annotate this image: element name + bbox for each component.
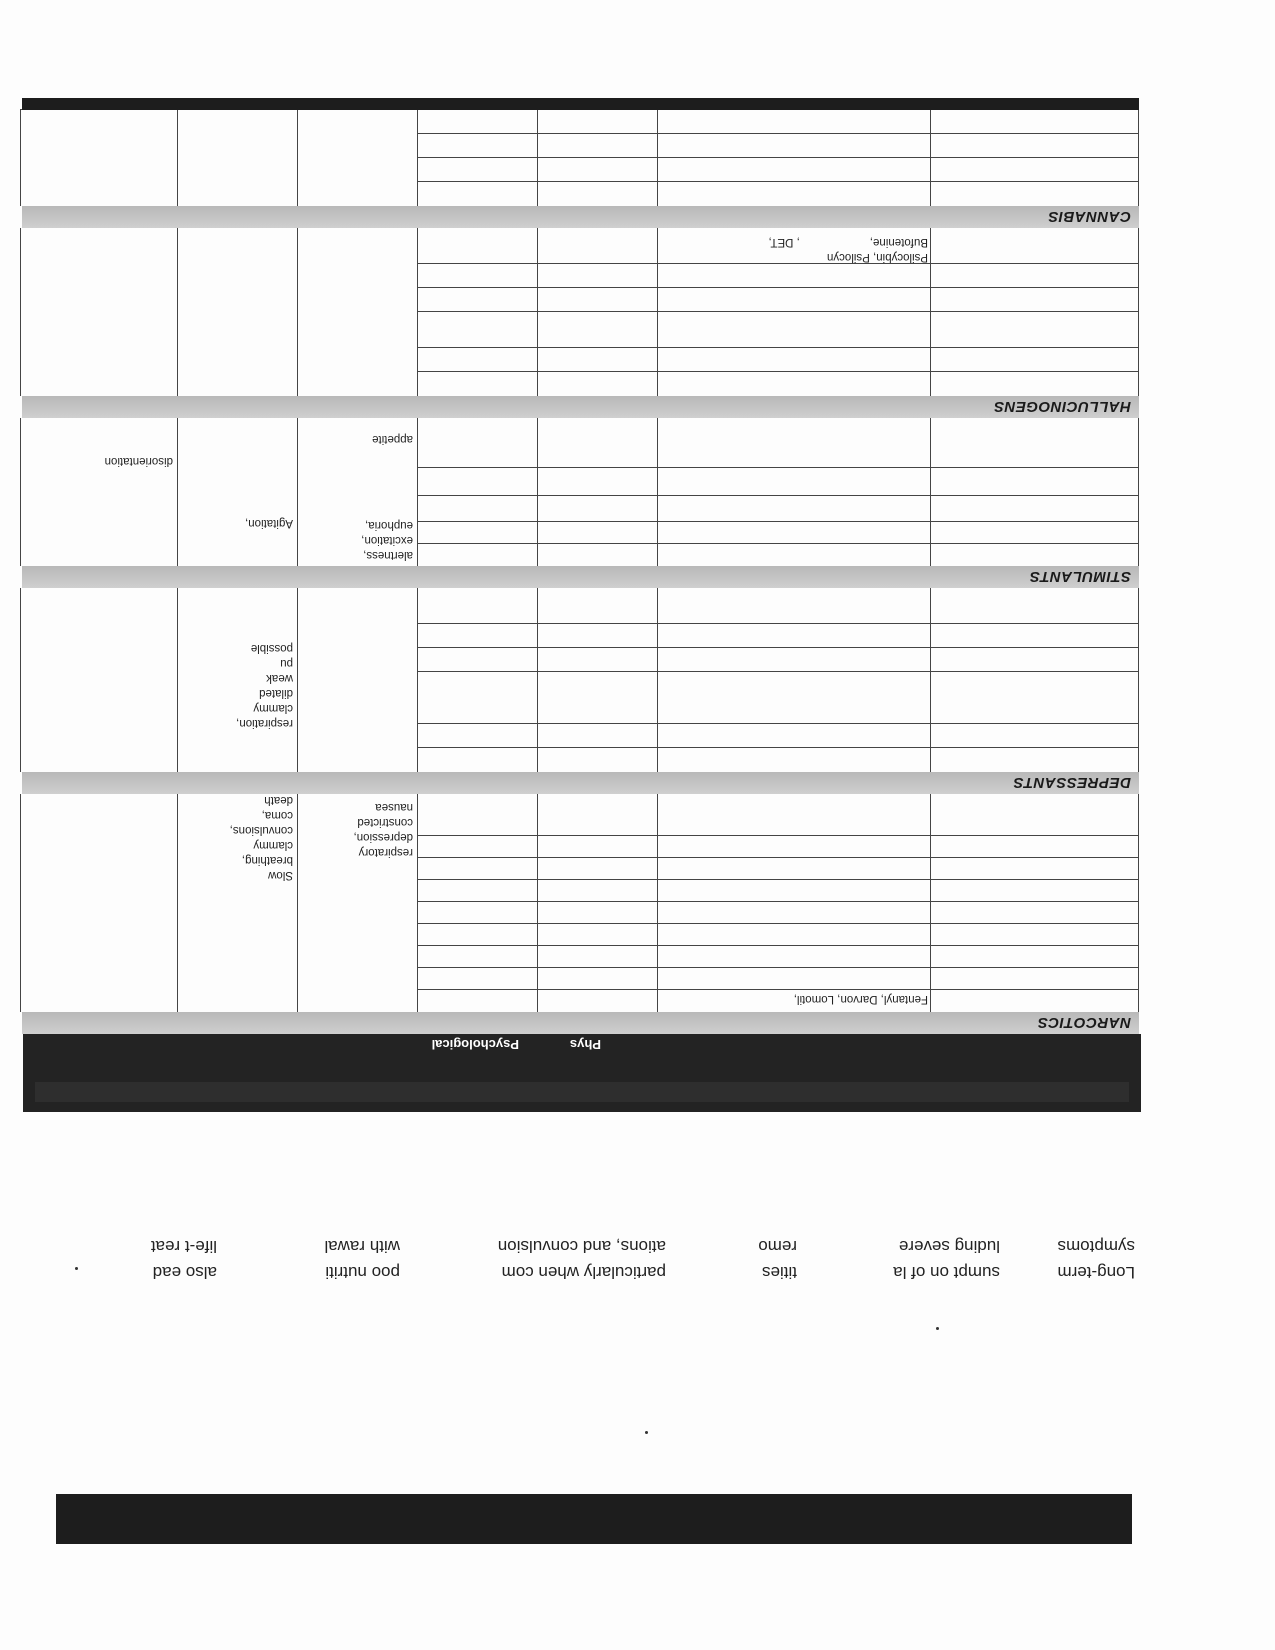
stimulants-effects: alertness, excitation, euphoria,	[361, 519, 413, 561]
hallucinogens-examples: Psilocybin, Psilocyn Bufotenine,, DET,	[768, 236, 928, 263]
stimulants-withdrawal: disorientation	[104, 455, 173, 467]
narcotics-overdose: Slow breathing, clammy convulsions, coma, death	[229, 794, 293, 881]
narrative-col-1: Long-term symptoms	[1057, 1237, 1135, 1282]
section-narcotics	[20, 794, 1139, 1012]
stimulants-overdose: Agitation,	[245, 517, 293, 529]
narrative-col-4: particularly when com ations, and convulsion	[497, 1237, 666, 1282]
section-header-stimulants: STIMULANTS	[22, 566, 1139, 588]
table-header	[23, 1034, 1141, 1112]
section-header-cannabis: CANNABIS	[22, 206, 1139, 228]
header-psychological: Psychological	[431, 1037, 519, 1052]
narrative-col-6: also ead life-t reat	[150, 1237, 217, 1282]
section-depressants	[20, 588, 1139, 772]
narcotics-effects: respiratory depression, constricted nausea	[353, 801, 413, 858]
section-stimulants	[20, 418, 1139, 566]
section-header-narcotics: NARCOTICS	[22, 1012, 1139, 1034]
header-column-labels	[23, 1056, 1141, 1072]
stimulants-appetite: appetite	[372, 433, 413, 445]
section-hallucinogens	[20, 228, 1139, 396]
section-header-depressants: DEPRESSANTS	[22, 772, 1139, 794]
narrative-col-5: poo nutriti with rawal	[324, 1237, 400, 1282]
narcotics-examples: Fentanyl, Darvon, Lomotil,	[793, 993, 928, 1005]
title-bar	[56, 1494, 1132, 1544]
header-physical: Phys	[569, 1037, 601, 1052]
speck	[75, 1267, 78, 1270]
section-cannabis	[20, 109, 1139, 206]
depressants-overdose: respiration, clammy dilated weak pu possible	[236, 642, 293, 729]
header-title	[35, 1082, 1129, 1102]
section-header-hallucinogens: HALLUCINOGENS	[22, 396, 1139, 418]
speck	[936, 1327, 939, 1330]
bottom-bar	[22, 98, 1139, 110]
narrative-col-3: tities remo	[758, 1237, 797, 1282]
speck	[645, 1431, 648, 1434]
narrative-col-2: sumpt on of la luding severe	[893, 1237, 1000, 1282]
